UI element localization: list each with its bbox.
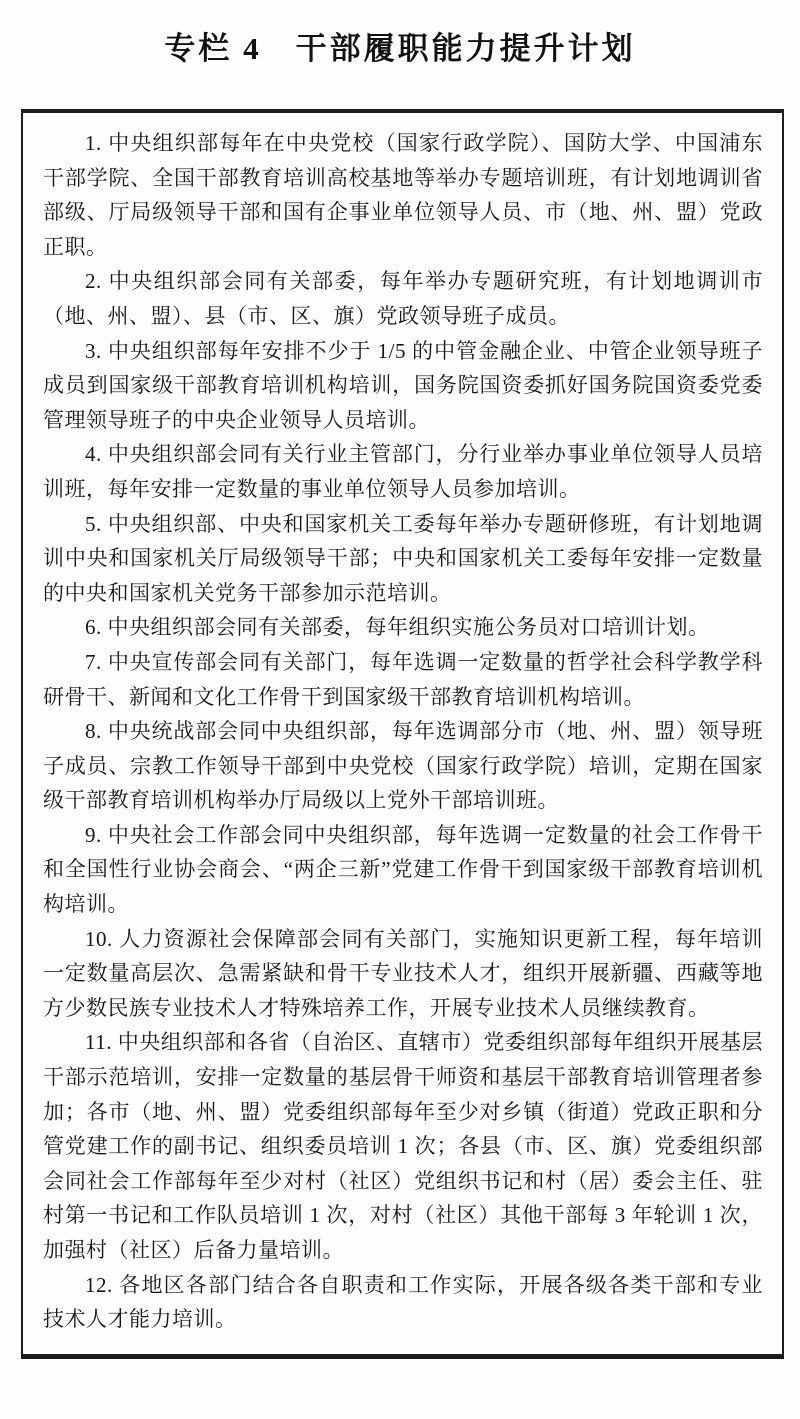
plan-item-8: 8. 中央统战部会同中央组织部，每年选调部分市（地、州、盟）领导班子成员、宗教工作领导干部到中央党校（国家行政学院）培训，定期在国家级干部教育培训机构举办厅局级以上党外干部培训班。: [43, 719, 763, 813]
plan-item-11: 11. 中央组织部和各省（自治区、直辖市）党委组织部每年组织开展基层干部示范培训，安排一定数量的基层骨干师资和基层干部教育培训管理者参加；各市（地、州、盟）党委组织部每年至少对乡镇（街道）党政正职和分管党建工作的副书记、组织委员培训 1 次；各县（市、区、旗）党委组织部会同社会工作部每年至少对村（社区）党组织书记和村（居）委会主任、驻村第一书记和工作队员培训 1 次，对村（社区）其他干部每 3 年轮训 1 次，加强村（社区）后备力量培训。: [43, 1030, 763, 1262]
plan-item-2: 2. 中央组织部会同有关部委，每年举办专题研究班，有计划地调训市（地、州、盟）、县（市、区、旗）党政领导班子成员。: [43, 269, 763, 328]
page-title: 专栏 4 干部履职能力提升计划: [164, 31, 636, 66]
plan-item-12: 12. 各地区各部门结合各自职责和工作实际，开展各级各类干部和专业技术人才能力培训。: [43, 1272, 763, 1332]
plan-box: [21, 109, 784, 1359]
plan-item-6: 6. 中央组织部会同有关部委，每年组织实施公务员对口培训计划。: [85, 615, 710, 640]
plan-item-9: 9. 中央社会工作部会同中央组织部，每年选调一定数量的社会工作骨干和全国性行业协会商会、“两企三新”党建工作骨干到国家级干部教育培训机构培训。: [43, 822, 763, 917]
plan-item-5: 5. 中央组织部、中央和国家机关工委每年举办专题研修班，有计划地调训中央和国家机关厅局级领导干部；中央和国家机关工委每年安排一定数量的中央和国家机关党务干部参加示范培训。: [43, 511, 763, 605]
plan-item-7: 7. 中央宣传部会同有关部门，每年选调一定数量的哲学社会科学教学科研骨干、新闻和文化工作骨干到国家级干部教育培训机构培训。: [43, 649, 763, 709]
plan-item-10: 10. 人力资源社会保障部会同有关部门，实施知识更新工程，每年培训一定数量高层次、急需紧缺和骨干专业技术人才，组织开展新疆、西藏等地方少数民族专业技术人才特殊培养工作，开展专业技术人员继续教育。: [43, 926, 763, 1020]
plan-item-1: 1. 中央组织部每年在中央党校（国家行政学院）、国防大学、中国浦东干部学院、全国干部教育培训高校基地等举办专题培训班，有计划地调训省部级、厅局级领导干部和国有企事业单位领导人员、市（地、州、盟）党政正职。: [43, 131, 763, 259]
plan-item-3: 3. 中央组织部每年安排不少于 1/5 的中管金融企业、中管企业领导班子成员到国家级干部教育培训机构培训，国务院国资委抓好国务院国资委党委管理领导班子的中央企业领导人员培训。: [43, 338, 763, 432]
plan-item-4: 4. 中央组织部会同有关行业主管部门，分行业举办事业单位领导人员培训班，每年安排一定数量的事业单位领导人员参加培训。: [43, 442, 763, 501]
